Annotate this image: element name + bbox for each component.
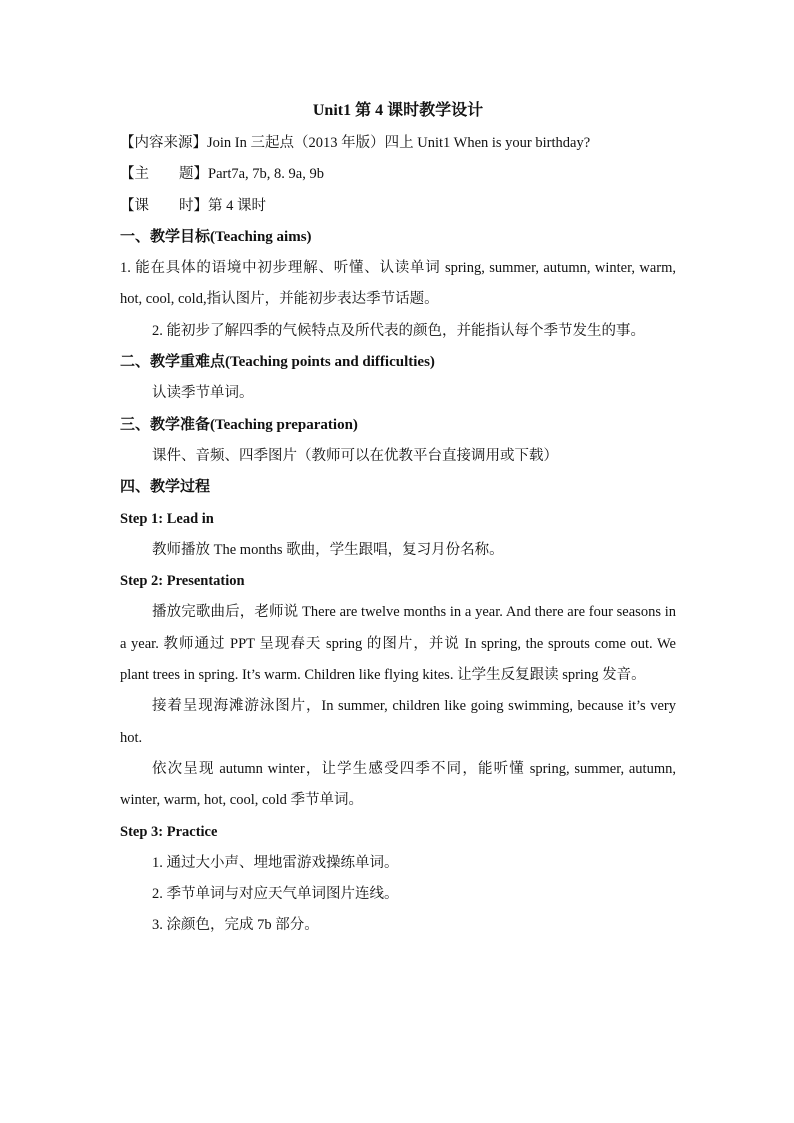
practice-item-1: 1. 通过大小声、埋地雷游戏操练单词。	[152, 854, 399, 871]
step2-paragraph-2: 接着呈现海滩游泳图片，In summer, children like going swimming, because it’s very hot.	[120, 698, 676, 746]
section-heading-points: 二、教学重难点(Teaching points and difficulties)	[120, 354, 435, 371]
section-heading-preparation: 三、教学准备(Teaching preparation)	[120, 416, 358, 433]
practice-item-3: 3. 涂颜色，完成 7b 部分。	[152, 917, 319, 934]
document-title: Unit1 第 4 课时教学设计	[312, 102, 484, 119]
step3-heading: Step 3: Practice	[120, 823, 218, 840]
section-heading-aims: 一、教学目标(Teaching aims)	[120, 228, 312, 245]
step1-text: 教师播放 The months 歌曲，学生跟唱，复习月份名称。	[152, 541, 504, 558]
document-page	[120, 94, 676, 942]
period-label-a: 【课	[120, 197, 149, 214]
source-value: Join In 三起点（2013 年版）四上 Unit1 When is your birthday?	[207, 135, 591, 151]
topic-label-a: 【主	[120, 166, 149, 183]
points-text: 认读季节单词。	[152, 385, 254, 402]
source-label: 【内容来源】	[120, 135, 207, 151]
period-value: 第 4 课时	[208, 197, 266, 214]
source-line	[120, 128, 676, 159]
practice-item-2: 2. 季节单词与对应天气单词图片连线。	[152, 886, 399, 903]
aim-item-2: 2. 能初步了解四季的气候特点及所代表的颜色，并能指认每个季节发生的事。	[152, 322, 645, 339]
step2-paragraph-3: 依次呈现 autumn winter，让学生感受四季不同，能听懂 spring, summer, autumn, winter, warm, hot, cool, cold 季节单词。	[120, 760, 676, 809]
topic-label-b: 题】	[179, 166, 208, 183]
step2-heading: Step 2: Presentation	[120, 573, 245, 590]
aim-item-1: 1. 能在具体的语境中初步理解、听懂、认读单词 spring, summer, autumn, winter, warm, hot, cool, cold,指认图片，并能初步表达季节话题。	[120, 260, 676, 308]
section-heading-process: 四、教学过程	[120, 479, 211, 496]
step2-paragraph-1: 播放完歌曲后，老师说 There are twelve months in a year. And there are four seasons in a year. 教师通过 PPT 呈现春天 spring 的图片，并说 In spring, the sprouts come out. We plant trees in spring. It’s warm. Children like flying kites. 让学生反复跟读 spring 发音。	[120, 604, 676, 684]
preparation-text: 课件、音频、四季图片（教师可以在优教平台直接调用或下载）	[152, 447, 558, 464]
step1-heading: Step 1: Lead in	[120, 510, 214, 527]
topic-line	[120, 159, 676, 190]
topic-value: Part7a, 7b, 8. 9a, 9b	[208, 166, 324, 183]
period-label-b: 时】	[179, 197, 208, 214]
period-line	[120, 191, 676, 222]
